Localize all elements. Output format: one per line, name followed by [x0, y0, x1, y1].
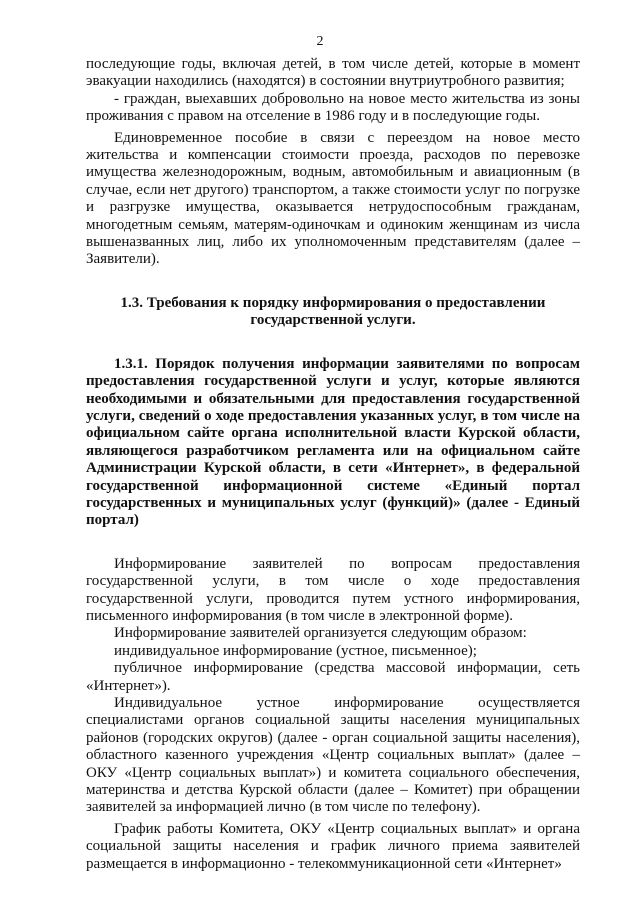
- page-number: 2: [316, 34, 324, 49]
- paragraph-continuation: последующие годы, включая детей, в том числе детей, которые в момент эвакуации находились (находятся) в состоянии внутриутробного развития;: [86, 56, 580, 90]
- paragraph-work-schedule: График работы Комитета, ОКУ «Центр социальных выплат» и органа социальной защиты населения и график личного приема заявителей размещается в информационно - телекоммуникационной сети «Интернет»: [86, 820, 580, 872]
- paragraph-informing-methods: Информирование заявителей по вопросам предоставления государственной услуги, в том числе о ходе предоставления государственной услуги, проводится путем устного информирования, письменного информирования (в том числе в электронной форме).: [86, 555, 580, 624]
- paragraph-public-informing: публичное информирование (средства массовой информации, сеть «Интернет»).: [86, 660, 580, 694]
- paragraph-lump-sum-allowance: Единовременное пособие в связи с переездом на новое место жительства и компенсации стоимости проезда, расходов по перевозке имущества железнодорожным, водным, автомобильным и авиационным (в случае, если нет другого) транспортом, а также стоимости услуг по погрузке и разгрузке имущества, оказывается нетрудоспособным гражданам, многодетным семьям, матерям-одиночкам и одиноким женщинам из числа вышеназванных лиц, либо их уполномоченным представителям (далее – Заявители).: [86, 129, 580, 268]
- paragraph-informing-organization: Информирование заявителей организуется следующим образом:: [114, 625, 527, 642]
- paragraph-resettled-citizens: - граждан, выехавших добровольно на новое место жительства из зоны проживания с правом на отселение в 1986 году и в последующие годы.: [86, 90, 580, 125]
- paragraph-individual-informing: индивидуальное информирование (устное, письменное);: [114, 642, 477, 659]
- paragraph-oral-informing: Индивидуальное устное информирование осуществляется специалистами органов социальной защиты населения муниципальных районов (городских округов) (далее - орган социальной защиты населения), областного казенного учреждения «Центр социальных выплат» (далее – ОКУ «Центр социальных выплат») и комитета социального обеспечения, материнства и детства Курской области (далее – Комитет) при обращении заявителей за информацией лично (в том числе по телефону).: [86, 695, 580, 816]
- section-heading: 1.3. Требования к порядку информирования о предоставлении государственной услуги.: [120, 294, 546, 329]
- document-body: [86, 56, 580, 873]
- subsection-heading: 1.3.1. Порядок получения информации заявителями по вопросам предоставления государственной услуги и услуг, которые являются необходимыми и обязательными для предоставления государственной услуги, сведений о ходе предоставления указанных услуг, в том числе на официальном сайте органа исполнительной власти Курской области, являющегося разработчиком регламента или на официальном сайте Администрации Курской области, в сети «Интернет», в федеральной государственной информационной системе «Единый портал государственных и муниципальных услуг (функций)» (далее - Единый портал): [86, 355, 580, 529]
